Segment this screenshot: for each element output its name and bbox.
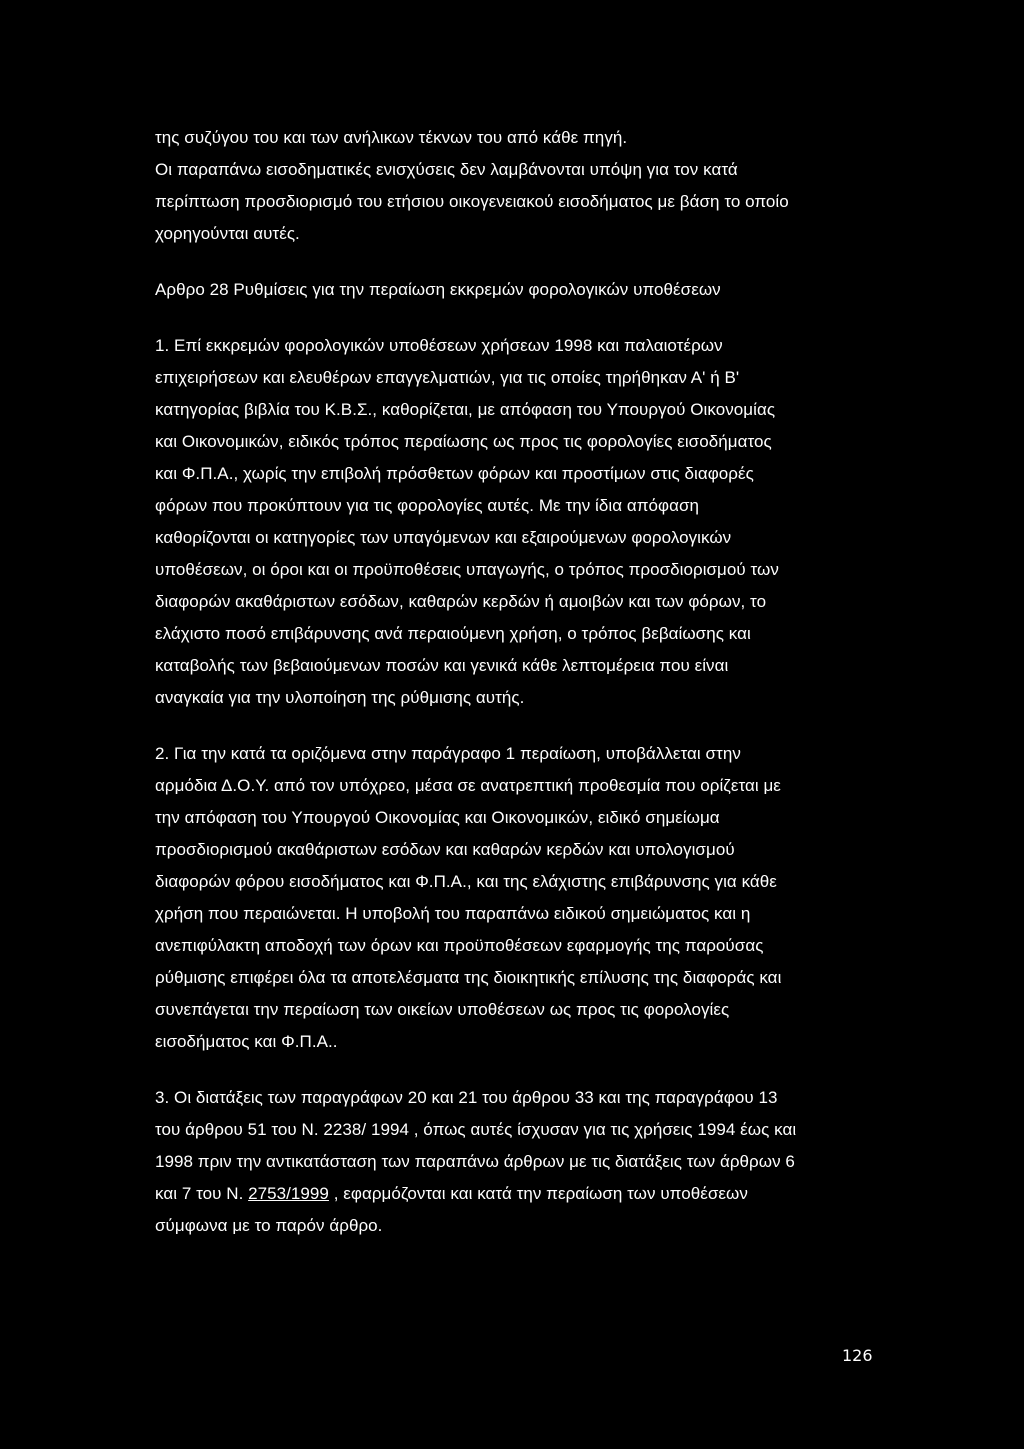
text-line: της συζύγου του και των ανήλικων τέκνων του από κάθε πηγή. [155, 128, 628, 147]
text-line: 3. Οι διατάξεις των παραγράφων 20 και 21 του άρθρου 33 και της παραγράφου 13 [155, 1088, 778, 1107]
paragraph-gap [155, 714, 870, 738]
text-line: προσδιορισμού ακαθάριστων εσόδων και καθαρών κερδών και υπολογισμού [155, 840, 735, 859]
text-after-link: , εφαρμόζονται και κατά την περαίωση των υποθέσεων [328, 1184, 748, 1203]
article-heading: Αρθρο 28 Ρυθμίσεις για την περαίωση εκκρεμών φορολογικών υποθέσεων [155, 280, 721, 299]
text-line: 2. Για την κατά τα οριζόμενα στην παράγραφο 1 περαίωση, υποβάλλεται στην [155, 744, 741, 763]
text-line: ρύθμισης επιφέρει όλα τα αποτελέσματα της διοικητικής επίλυσης της διαφοράς και [155, 968, 782, 987]
text-line: φόρων που προκύπτουν για τις φορολογίες αυτές. Με την ίδια απόφαση [155, 496, 700, 515]
text-line: σύμφωνα με το παρόν άρθρο. [155, 1216, 383, 1235]
text-line: και Φ.Π.Α., χωρίς την επιβολή πρόσθετων φόρων και προστίμων στις διαφορές [155, 464, 754, 483]
text-line: χορηγούνται αυτές. [155, 224, 300, 243]
text-line: διαφορών φόρου εισοδήματος και Φ.Π.Α., και της ελάχιστης επιβάρυνσης για κάθε [155, 872, 777, 891]
text-line: επιχειρήσεων και ελευθέρων επαγγελματιών, για τις οποίες τηρήθηκαν Α' ή Β' [155, 368, 740, 387]
text-line: αρμόδια Δ.Ο.Υ. από τον υπόχρεο, μέσα σε ανατρεπτική προθεσμία που ορίζεται με [155, 776, 781, 795]
text-line: και Οικονομικών, ειδικός τρόπος περαίωσης ως προς τις φορολογίες εισοδήματος [155, 432, 772, 451]
paragraph-3 [155, 1082, 870, 1242]
paragraph-gap [155, 250, 870, 274]
text-line: του άρθρου 51 του Ν. 2238/ 1994 , όπως αυτές ίσχυσαν για τις χρήσεις 1994 έως και [155, 1120, 797, 1139]
text-line: κατηγορίας βιβλία του Κ.Β.Σ., καθορίζεται, με απόφαση του Υπουργού Οικονομίας [155, 400, 776, 419]
text-line: την απόφαση του Υπουργού Οικονομίας και Οικονομικών, ειδικό σημείωμα [155, 808, 720, 827]
intro-paragraph [155, 122, 870, 250]
paragraph-2 [155, 738, 870, 1058]
text-line: διαφορών ακαθάριστων εσόδων, καθαρών κερδών ή αμοιβών και των φόρων, το [155, 592, 767, 611]
text-line: περίπτωση προσδιορισμό του ετήσιου οικογενειακού εισοδήματος με βάση το οποίο [155, 192, 789, 211]
text-line: ελάχιστο ποσό επιβάρυνσης ανά περαιούμενη χρήση, ο τρόπος βεβαίωσης και [155, 624, 751, 643]
text-line: εισοδήματος και Φ.Π.Α.. [155, 1032, 338, 1051]
paragraph-gap [155, 306, 870, 330]
text-line: καταβολής των βεβαιούμενων ποσών και γενικά κάθε λεπτομέρεια που είναι [155, 656, 729, 675]
text-line: χρήση που περαιώνεται. Η υποβολή του παραπάνω ειδικού σημειώματος και η [155, 904, 751, 923]
paragraph-gap [155, 1058, 870, 1082]
text-before-link: και 7 του Ν. [155, 1184, 249, 1203]
text-line: Οι παραπάνω εισοδηματικές ενισχύσεις δεν λαμβάνονται υπόψη για τον κατά [155, 160, 738, 179]
text-line: αναγκαία για την υλοποίηση της ρύθμισης αυτής. [155, 688, 525, 707]
paragraph-1 [155, 330, 870, 714]
text-line: 1998 πριν την αντικατάσταση των παραπάνω άρθρων με τις διατάξεις των άρθρων 6 [155, 1152, 795, 1171]
text-line: συνεπάγεται την περαίωση των οικείων υποθέσεων ως προς τις φορολογίες [155, 1000, 730, 1019]
text-line: υποθέσεων, οι όροι και οι προϋποθέσεις υπαγωγής, ο τρόπος προσδιορισμού των [155, 560, 779, 579]
text-line: 1. Επί εκκρεμών φορολογικών υποθέσεων χρήσεων 1998 και παλαιοτέρων [155, 336, 723, 355]
page-number: 126 [842, 1346, 873, 1365]
document-body [155, 122, 870, 1242]
text-line-with-link [155, 1178, 870, 1210]
law-reference-link[interactable]: 2753/1999 [248, 1184, 329, 1203]
text-line: καθορίζονται οι κατηγορίες των υπαγόμενων και εξαιρούμενων φορολογικών [155, 528, 732, 547]
text-line: ανεπιφύλακτη αποδοχή των όρων και προϋποθέσεων εφαρμογής της παρούσας [155, 936, 764, 955]
